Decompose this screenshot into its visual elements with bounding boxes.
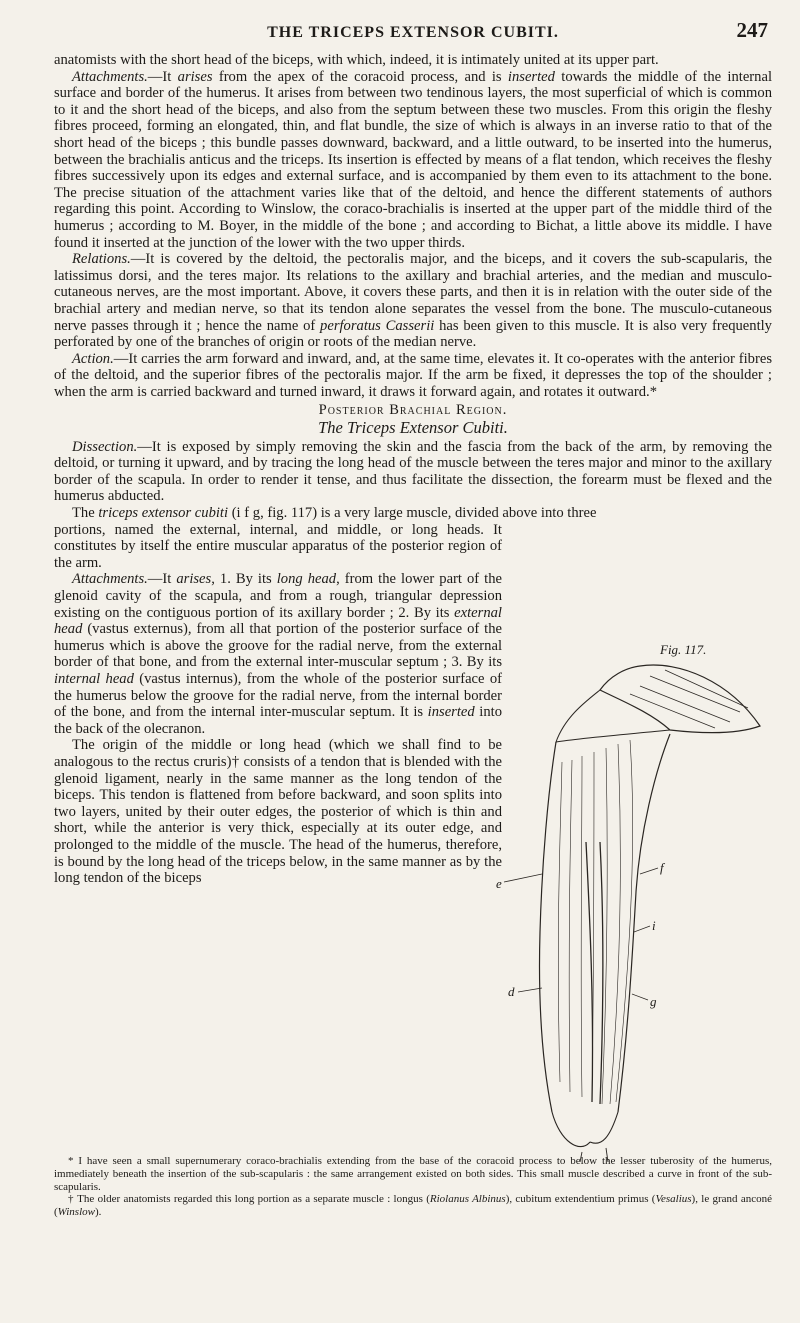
footnotes — [54, 1155, 772, 1219]
text-run: —It is covered by the deltoid, the pectoralis major, and the biceps, and it covers the sub-scapularis, the latissimus dorsi, and the teres major. Its relations to the axillary and brachial arteries, and the median and musculo-cutaneous nerves, are the most important. Above, it covers these parts, and then it is in relation with the outer side of the brachial artery and median nerve, so that its tendon alone separates the vessel from the bone. The musculo-cutaneous nerve passes through it ; hence the name of — [54, 251, 772, 334]
leader-e — [504, 874, 542, 882]
text-run: The — [72, 505, 99, 522]
paragraph-action — [54, 351, 772, 401]
triceps-outline-left — [540, 742, 557, 1112]
run-in-heading: Attachments. — [72, 571, 148, 588]
text-run: The origin of the middle or long head (which we shall find to be analogous to the rectus cruris)† consists of a tendon that is blended with the glenoid ligament, nearly in the same manner as the long tendon of the biceps. This tendon is flattened from before backward, and soon splits into two layers, united by their outer edges, the posterior of which is thin and short, while the anterior is very thick, especially at its outer edge, and prolonged to the middle of the muscle. The head of the humerus, therefore, is bound by the long head of the triceps below, in the same manner as by the long tendon of the biceps — [54, 737, 502, 887]
italic-term: perforatus Casserii — [320, 317, 435, 334]
text-run: —It is exposed by simply removing the skin and the fascia from the back of the arm, by removing the deltoid, or turning it upward, and by tracing the long head of the muscle between the teres major and minor to the axillary border of the scapula. In order to render it tense, and thus facilitate the dissection, the forearm must be flexed and the humerus abducted. — [54, 438, 772, 505]
run-in-heading: Attachments. — [72, 68, 148, 85]
italic-term: Riolanus Albinus — [429, 1193, 506, 1206]
figure-letter-d: d — [508, 984, 515, 999]
figure-letter-g: g — [650, 994, 657, 1009]
text-run: into the back of the olecranon. — [54, 704, 503, 737]
text-run: (vastus internus), from the whole of the posterior surface of the humerus below the groove for the radial nerve, from the internal border of the bone, and from the internal inter-muscular septum. It is — [54, 670, 502, 721]
text-run: is a very large muscle, divided above into three — [317, 505, 597, 522]
text-run: —It — [147, 571, 177, 588]
muscle-title: The Triceps Extensor Cubiti. — [318, 418, 508, 438]
paragraph-dissection — [54, 439, 772, 505]
text-run: anatomists with the short head of the biceps, with which, indeed, it is intimately united at its upper part. — [54, 52, 659, 68]
paragraph-attachments — [54, 69, 772, 252]
triceps-outline-right — [618, 734, 670, 1112]
muscle-fibres — [558, 740, 632, 1104]
italic-term: external head — [54, 604, 502, 638]
figure-letter-i: i — [652, 918, 656, 933]
wrapped-column — [54, 522, 502, 887]
olecranon — [552, 1112, 618, 1147]
figure-letter-e: e — [496, 876, 502, 891]
italic-term: Winslow — [57, 1206, 95, 1219]
italic-term: inserted — [427, 704, 475, 721]
paragraph-continuation — [54, 52, 772, 69]
scapula-hatching — [630, 670, 748, 728]
text-run: —It carries the arm forward and inward, and, at the same time, elevates it. It co-operates with the anterior fibres of the deltoid, and the superior fibres of the pectoralis major. If the arm be fixed, it depresses the top of the shoulder ; when the arm is carried backward and turned inward, it draws it forward again, and rotates it outward.* — [54, 350, 772, 400]
run-in-heading: Relations. — [72, 251, 131, 268]
run-in-heading: Action. — [72, 350, 114, 367]
italic-term: arises — [176, 571, 212, 588]
tendon-band — [586, 842, 603, 1104]
text-run: ), le grand anconé ( — [54, 1193, 773, 1219]
page-number: 247 — [736, 18, 768, 42]
text-run: —It — [147, 68, 178, 85]
text-run: † The older anatomists regarded this long portion as a separate muscle : longus ( — [68, 1193, 430, 1206]
paragraph-triceps-intro — [54, 505, 772, 522]
figure-reference: (i f g, fig. 117) — [228, 505, 318, 522]
text-run: has been given to this muscle. It is also very frequently perforated by one of the branches of origin or roots of the median nerve. — [54, 317, 772, 351]
figure-label: Fig. 117. — [660, 642, 707, 657]
paragraph-portions — [54, 522, 502, 572]
text-run: , from the lower part of the glenoid cavity of the scapula, and from a rough, triangular depression existing on the contiguous portion of its axillary border ; 2. By its — [54, 571, 502, 621]
page-header — [54, 20, 772, 44]
paragraph-triceps-attachments — [54, 571, 502, 737]
run-in-heading: Dissection. — [72, 438, 138, 455]
text-run: portions, named the external, internal, and middle, or long heads. It constitutes by itself the entire muscular apparatus of the posterior region of the arm. — [54, 521, 502, 571]
paragraph-long-head-origin — [54, 737, 502, 886]
paragraph-relations — [54, 251, 772, 351]
italic-term: long head — [276, 571, 337, 588]
leader-g — [632, 994, 648, 1000]
italic-term: Vesalius — [655, 1193, 692, 1206]
running-head: THE TRICEPS EXTENSOR CUBITI. — [267, 24, 559, 41]
leader-d — [518, 988, 542, 992]
italic-term: inserted — [507, 68, 555, 85]
leader-f — [640, 868, 658, 874]
figure-117 — [490, 642, 772, 1162]
deltoid-region — [556, 690, 670, 742]
text-run: * I have seen a small supernumerary coraco-brachialis extending from the base of the coracoid process to below the lesser tuberosity of the humerus, immediately beneath the insertion of the sub-scapularis : the same arrangement existed on both sides. This small muscle described a curve in front of the sub-scapularis. — [54, 1155, 772, 1193]
section-title: Posterior Brachial Region. — [318, 402, 508, 419]
italic-term: triceps extensor cubiti — [98, 505, 229, 522]
text-run: ). — [94, 1206, 102, 1219]
scapula-outline — [600, 665, 760, 733]
text-run: towards the middle of the internal surface and border of the humerus. It arises from between two tendinous layers, the most superficial of which is common to it and the short head of the biceps, and also from the septum between these two muscles. From this origin the fleshy fibres proceed, forming an elongated, thin, and flat bundle, the size of which is always in an inverse ratio to that of the short head of the biceps ; this bundle passes downward, backward, and a little outward, to be inserted into the humerus, between the brachialis anticus and the triceps. Its insertion is effected by means of a flat tendon, which receives the fleshy fibres successively upon its edges and external surface, and is accompanied by them even to its attachment to the bone. The precise situation of the attachment varies like that of the deltoid, and hence the different statements of authors regarding this point. According to Winslow, the coraco-brachialis is inserted at the upper part of the middle third of the humerus ; according to M. Boyer, in the middle of the bone ; and according to Bichat, a little above its middle. I have found it inserted at the junction of the lower with the two upper thirds. — [54, 68, 772, 251]
italic-term: internal head — [54, 670, 134, 687]
text-run: ), cubitum extendentium primus ( — [505, 1193, 656, 1206]
italic-term: arises — [177, 68, 213, 85]
footnote-1 — [54, 1155, 772, 1193]
leader-i — [634, 926, 650, 932]
figure-letter-f: f — [660, 860, 664, 875]
footnote-2 — [54, 1193, 772, 1219]
triceps-illustration — [490, 642, 772, 1162]
text-run: from the apex of the coracoid process, and is — [212, 68, 508, 85]
text-run: , 1. By its — [211, 571, 277, 588]
text-run: (vastus externus), from all that portion of the posterior surface of the humerus which is above the groove for the radial nerve, from the external border of that bone, and from the external inter-muscular septum ; 3. By its — [54, 621, 502, 671]
